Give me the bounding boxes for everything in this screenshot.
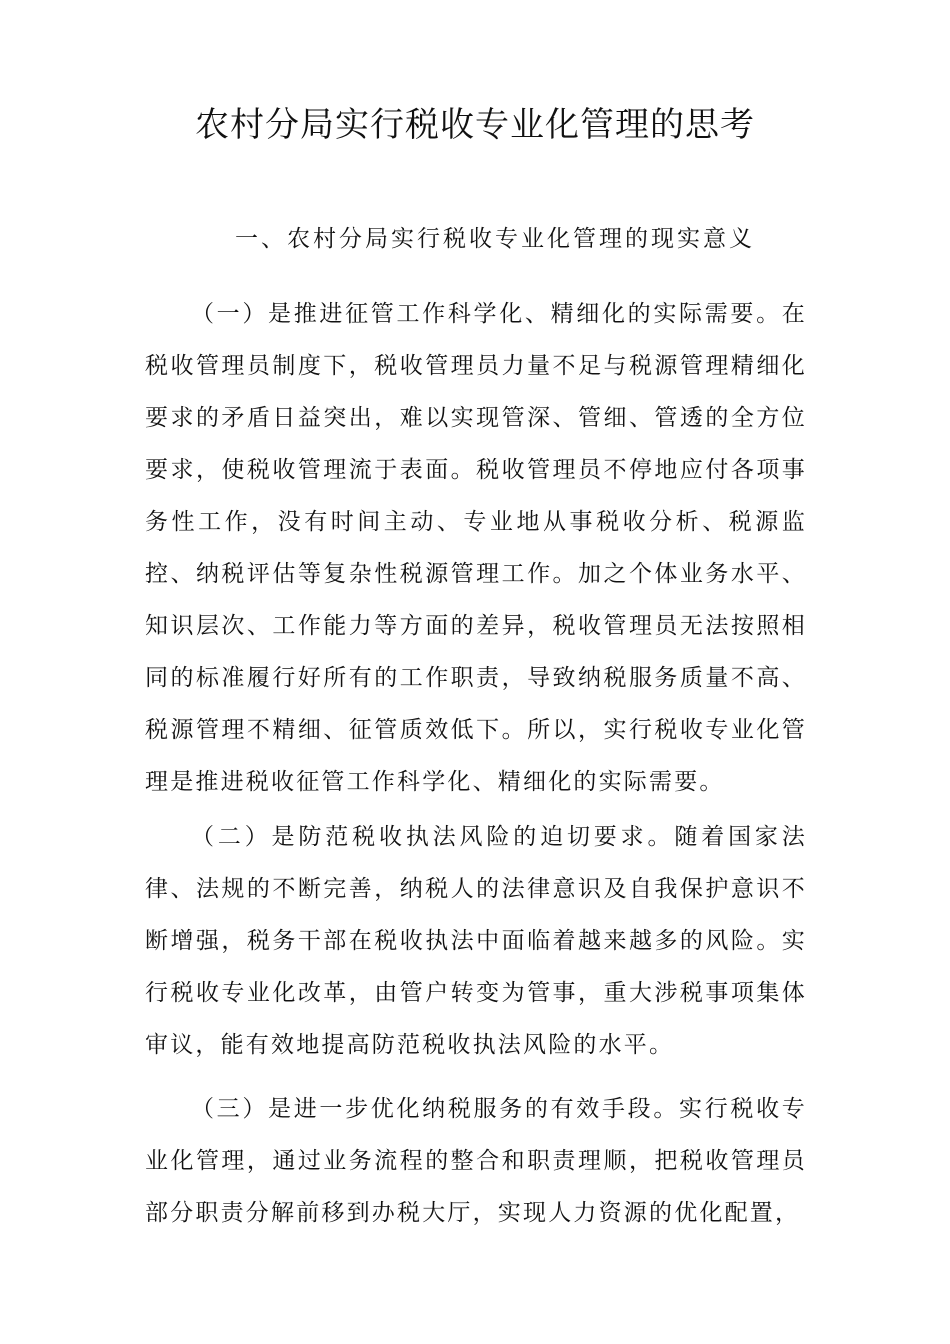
- paragraph-1: （一）是推进征管工作科学化、精细化的实际需要。在税收管理员制度下，税收管理员力量不足与税源管理精细化要求的矛盾日益突出，难以实现管深、管细、管透的全方位要求，使税收管理流于表面。税收管理员不停地应付各项事务性工作，没有时间主动、专业地从事税收分析、税源监控、纳税评估等复杂性税源管理工作。加之个体业务水平、知识层次、工作能力等方面的差异，税收管理员无法按照相同的标准履行好所有的工作职责，导致纳税服务质量不高、税源管理不精细、征管质效低下。所以，实行税收专业化管理是推进税收征管工作科学化、精细化的实际需要。: [145, 301, 807, 795]
- section-heading: 一、农村分局实行税收专业化管理的现实意义: [235, 226, 755, 252]
- paragraph-3: （三）是进一步优化纳税服务的有效手段。实行税收专业化管理，通过业务流程的整合和职责理顺，把税收管理员部分职责分解前移到办税大厅，实现人力资源的优化配置，: [145, 1096, 807, 1226]
- document-title: 农村分局实行税收专业化管理的思考: [195, 105, 755, 145]
- paragraph-2: （二）是防范税收执法风险的迫切要求。随着国家法律、法规的不断完善，纳税人的法律意识及自我保护意识不断增强，税务干部在税收执法中面临着越来越多的风险。实行税收专业化改革，由管户转变为管事，重大涉税事项集体审议，能有效地提高防范税收执法风险的水平。: [145, 824, 807, 1058]
